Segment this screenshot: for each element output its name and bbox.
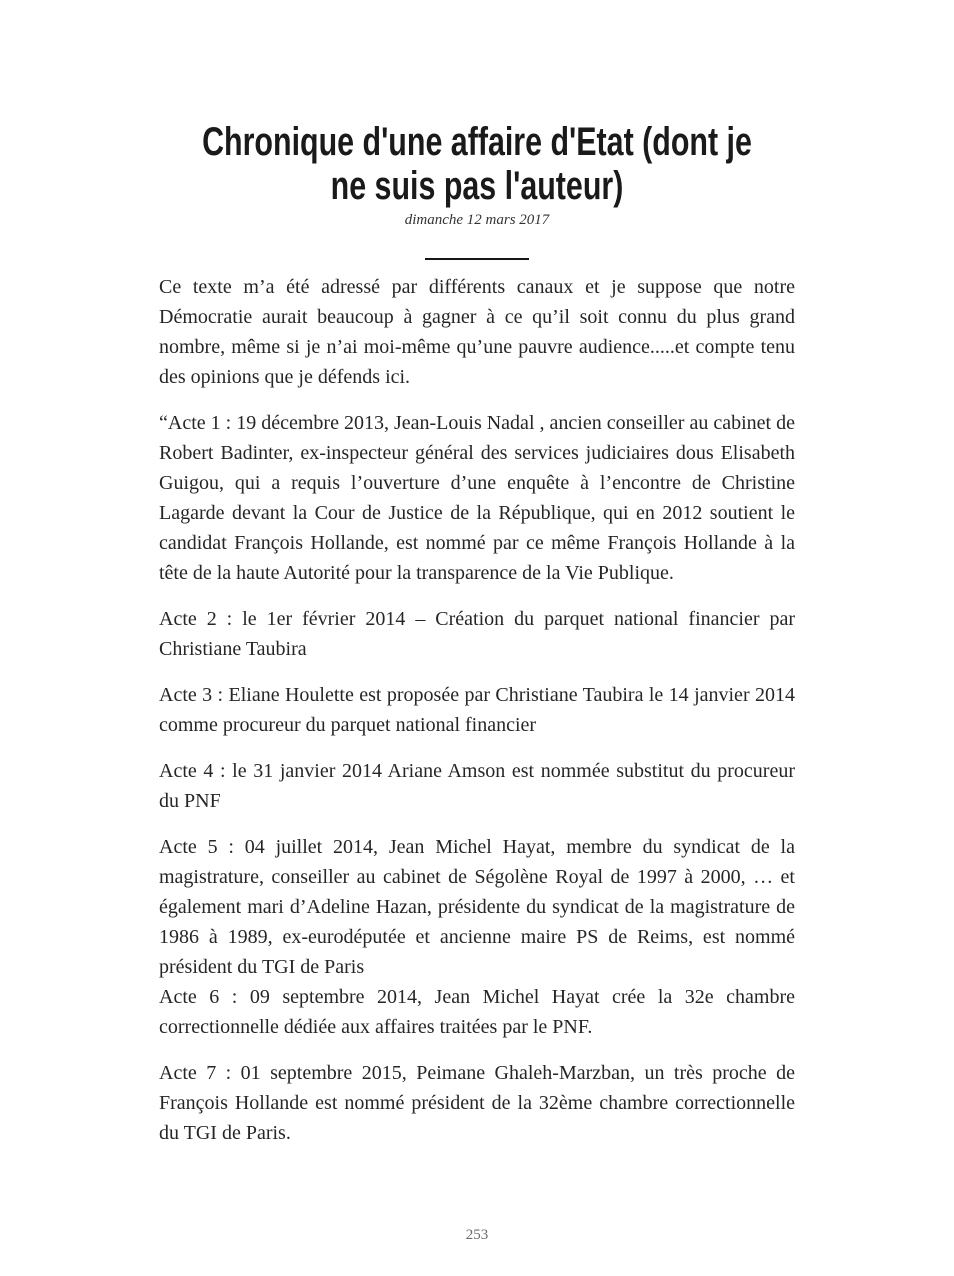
paragraph-acte-3: Acte 3 : Eliane Houlette est proposée par Christiane Taubira le 14 janvier 2014 comme procureur du parquet national financier <box>159 684 795 736</box>
paragraph-acte-7: Acte 7 : 01 septembre 2015, Peimane Ghaleh-Marzban, un très proche de François Hollande est nommé président de la 32ème chambre correctionnelle du TGI de Paris. <box>159 1062 795 1144</box>
page-number: 253 <box>465 1227 489 1243</box>
page-title <box>0 120 954 208</box>
page-title-line-1: Chronique d'une affaire d'Etat (dont je <box>202 120 752 164</box>
paragraph-acte-2: Acte 2 : le 1er février 2014 – Création du parquet national financier par Christiane Taubira <box>159 608 795 660</box>
paragraph-acte-1: “Acte 1 : 19 décembre 2013, Jean-Louis Nadal , ancien conseiller au cabinet de Robert Badinter, ex-inspecteur général des services judiciaires dous Elisabeth Guigou, qui a requis l’ouverture d’une enquête à l’encontre de Christine Lagarde devant la Cour de Justice de la République, qui en 2012 soutient le candidat François Hollande, est nommé par ce même François Hollande à la tête de la haute Autorité pour la transparence de la Vie Publique. <box>159 412 795 584</box>
paragraph-intro: Ce texte m’a été adressé par différents canaux et je suppose que notre Démocratie aurait beaucoup à gagner à ce qu’il soit connu du plus grand nombre, même si je n’ai moi-même qu’une pauvre audience.....et compte tenu des opinions que je défends ici. <box>159 276 795 388</box>
section-divider <box>425 258 529 260</box>
paragraph-acte-4: Acte 4 : le 31 janvier 2014 Ariane Amson est nommée substitut du procureur du PNF <box>159 760 795 812</box>
article-body <box>159 272 795 1148</box>
date-line: dimanche 12 mars 2017 <box>404 212 550 228</box>
paragraph-acte-5: Acte 5 : 04 juillet 2014, Jean Michel Hayat, membre du syndicat de la magistrature, conseiller au cabinet de Ségolène Royal de 1997 à 2000, … et également mari d’Adeline Hazan, présidente du syndicat de la magistrature de 1986 à 1989, ex-eurodéputée et ancienne maire PS de Reims, est nommé président du TGI de Paris <box>159 836 795 978</box>
paragraph-acte-6: Acte 6 : 09 septembre 2014, Jean Michel Hayat crée la 32e chambre correctionnelle dédiée aux affaires traitées par le PNF. <box>159 986 795 1038</box>
page-title-line-2: ne suis pas l'auteur) <box>330 164 624 208</box>
